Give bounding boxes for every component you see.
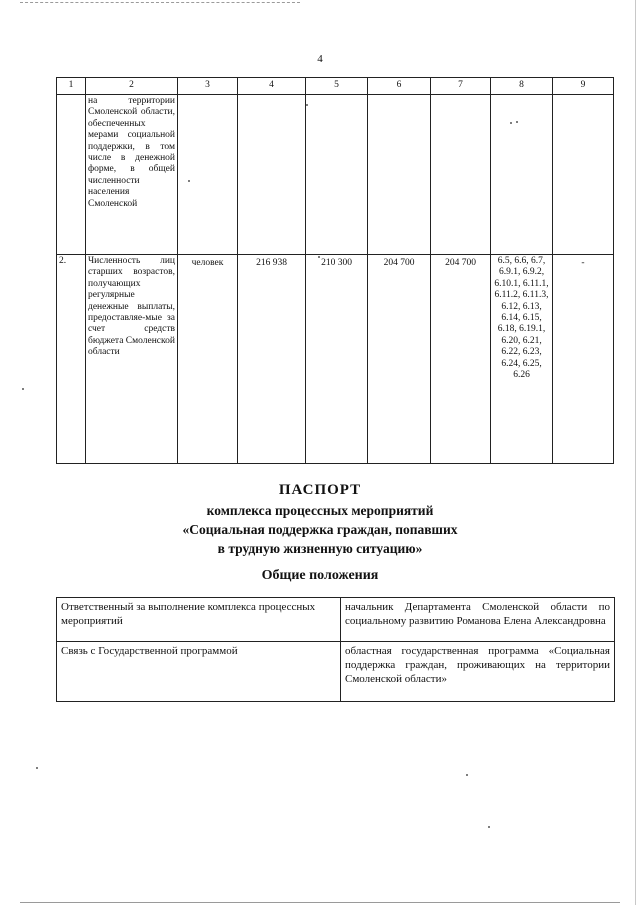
value-cell bbox=[431, 95, 491, 255]
scan-speck bbox=[318, 256, 320, 258]
header-cell: 6 bbox=[368, 78, 431, 95]
scan-artifact-right bbox=[635, 0, 636, 905]
scan-speck bbox=[516, 121, 518, 123]
row-number: 2. bbox=[57, 255, 86, 464]
value-cell bbox=[306, 95, 368, 255]
header-cell: 2 bbox=[86, 78, 178, 95]
scan-speck bbox=[36, 767, 38, 769]
value-cell: 210 300 bbox=[306, 255, 368, 464]
row-number bbox=[57, 95, 86, 255]
scan-artifact-top bbox=[20, 2, 300, 3]
table-row bbox=[57, 255, 614, 464]
table-header-row bbox=[57, 78, 614, 95]
header-cell: 5 bbox=[306, 78, 368, 95]
scan-artifact-bottom bbox=[20, 902, 620, 903]
scan-speck bbox=[466, 774, 468, 776]
provision-value: областная государственная программа «Социальная поддержка граждан, проживающих на территории Смоленской области» bbox=[341, 642, 615, 702]
scan-speck bbox=[22, 388, 24, 390]
scan-speck bbox=[488, 826, 490, 828]
scan-speck bbox=[510, 122, 512, 124]
indicator-name: Численность лиц старших возрастов, получающих регулярные денежные выплаты, предоставляе-мые за счет средств бюджета Смоленской области bbox=[86, 255, 178, 464]
scan-speck bbox=[306, 104, 308, 106]
value-cell: 216 938 bbox=[238, 255, 306, 464]
col9-cell: - bbox=[553, 255, 614, 464]
value-cell bbox=[368, 95, 431, 255]
header-cell: 3 bbox=[178, 78, 238, 95]
passport-subtitle-line: «Социальная поддержка граждан, попавших bbox=[182, 522, 458, 537]
general-provisions-table bbox=[56, 597, 615, 702]
value-cell bbox=[238, 95, 306, 255]
codes-cell bbox=[491, 95, 553, 255]
passport-heading bbox=[0, 482, 640, 558]
unit-cell: человек bbox=[178, 255, 238, 464]
header-cell: 1 bbox=[57, 78, 86, 95]
passport-title: ПАСПОРТ bbox=[278, 482, 362, 498]
value-cell: 204 700 bbox=[431, 255, 491, 464]
unit-cell bbox=[178, 95, 238, 255]
provision-label: Ответственный за выполнение комплекса процессных мероприятий bbox=[57, 598, 341, 642]
provision-value: начальник Департамента Смоленской области по социальному развитию Романова Елена Александровна bbox=[341, 598, 615, 642]
indicator-name: на территории Смоленской области, обеспеченных мерами социальной поддержки, в том числе в денежной форме, в общей численности населения Смоленской bbox=[86, 95, 178, 255]
codes-cell: 6.5, 6.6, 6.7, 6.9.1, 6.9.2, 6.10.1, 6.11.1, 6.11.2, 6.11.3, 6.12, 6.13, 6.14, 6.15, 6.18, 6.19.1, 6.20, 6.21, 6.22, 6.23, 6.24, 6.25, 6.26 bbox=[491, 255, 553, 464]
indicators-table bbox=[56, 77, 614, 464]
col9-cell bbox=[553, 95, 614, 255]
table-row bbox=[57, 642, 615, 702]
section-title: Общие положения bbox=[261, 568, 379, 583]
passport-subtitle-line: в трудную жизненную ситуацию» bbox=[217, 541, 423, 556]
scan-speck bbox=[188, 180, 190, 182]
page-number: 4 bbox=[317, 53, 323, 65]
table-row bbox=[57, 95, 614, 255]
table-row bbox=[57, 598, 615, 642]
header-cell: 4 bbox=[238, 78, 306, 95]
provision-label: Связь с Государственной программой bbox=[57, 642, 341, 702]
header-cell: 9 bbox=[553, 78, 614, 95]
passport-subtitle-line: комплекса процессных мероприятий bbox=[206, 503, 434, 518]
header-cell: 8 bbox=[491, 78, 553, 95]
header-cell: 7 bbox=[431, 78, 491, 95]
value-cell: 204 700 bbox=[368, 255, 431, 464]
